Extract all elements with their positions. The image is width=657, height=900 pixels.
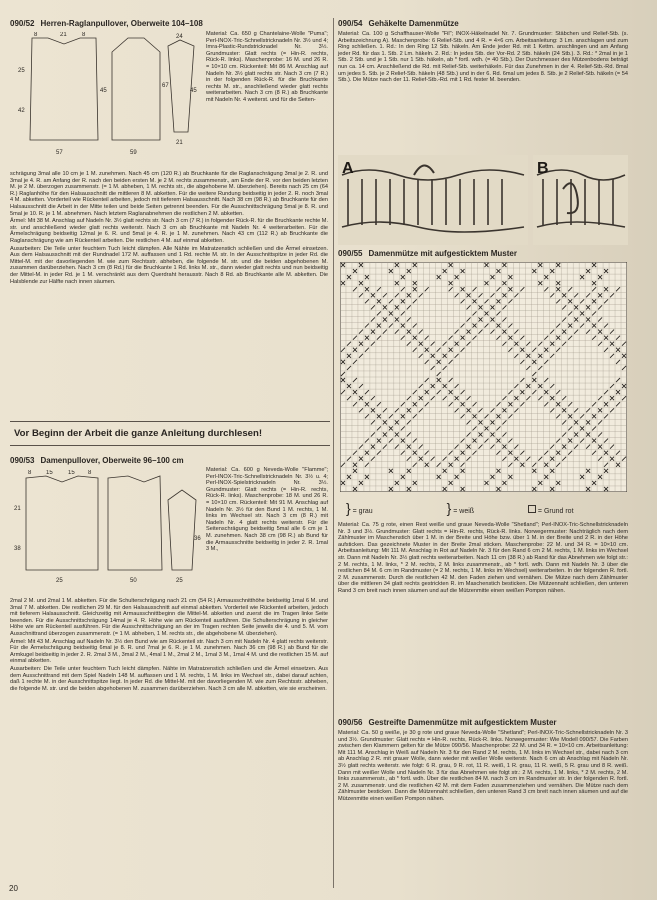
section-090-52 (10, 19, 328, 31)
pattern-diagram-052 (12, 32, 202, 160)
section-090-56 (338, 718, 628, 804)
instructions-text: 2mal 2 M. und 2mal 1 M. abketten. Für die Schulterschrägung nach 21 cm (54 R.) Armausschnitthöhe beidseitig 1mal 6 M. und 3mal 7 M. abketten. Die restlichen 29 M. für den Halsausschnitt auf einmal abketten. Vorderteil wie Rückenteil arbeiten, jedoch mit tieferem Halsausschnitt. Gleichzeitig mit Armausschnittbeginn die Mittel-M. abketten und zuerst die im Tragen linke Seite beenden. Für die Ausschnittschrägung 14mal je 4. R. Höhe wie am Rückenteil ausführen. Die Schulterschrägung in gleicher Höhe wie am Rückenteil ausführen. Für die Ausschnittschrägung an der im Tragen rechten Seite jeweils die 4. und 5. M. vom Ausschnittrand überzogen zusammenstr. (= 1 M. abheben, 1 M. rechts str., die abgehobene M. überziehen). (10, 598, 328, 637)
dim-label: 21 (60, 32, 67, 38)
materials-text: Material: Ca. 650 g Chantelaine-Wolle "Puma"; Perl-INOX-Tric-Schnellstricknadeln Nr. 3½ und 4; Imra-Plastic-Rundstricknadel Nr. 3½. Grundmuster: Glatt rechts (= Hin-R. rechts, Rück-R. links). Maschenprobe: 16 M. und 26 R. = 10×10 cm. Rückenteil: Mit 86 M. Anschlag auf Nadeln Nr. 3½ glatt rechts str. Nach 3 cm (7 R.) in der folgenden Rück-R. für die Bruchkante rechts M. str., anschließend wieder glatt rechts weiterarbeiten. Nach 3 cm (8 R.) ab Bruchkante mit Nadeln Nr. 4 weiterst. und für die Seiten- (206, 31, 328, 103)
dim-label: 50 (130, 578, 137, 584)
section-title: Damenpullover, Oberweite 96–100 cm (40, 456, 184, 465)
section-heading (338, 19, 628, 29)
section-title: Gehäkelte Damenmütze (368, 19, 459, 28)
sleeve-text: Ärmel: Mit 38 M. Anschlag auf Nadeln Nr. 3½ glatt rechts str. Nach 3 cm (7 R.) in folgender Rück-R. für die Bruchkante rechte M. str. und anschließend wieder glatt rechts weiterstr. Nach 3 cm ab Bruchkante mit Nadeln Nr. 4 weiterarbeiten. Für die Ärmelschrägung beidseitig 12mal je 6. R. und 5mal je 4. R. je 1 M. zunehmen. Nach 43 cm (112 R.) ab Bruchkante die Raglanschrägung wie am Rückenteil arbeiten. Die restlichen 4 M. auf einmal abketten. (10, 218, 328, 244)
finishing-text: Ausarbeiten: Die Teile unter feuchtem Tuch leicht dämpfen. Alle Nähte im Matratzenstich schließen und die Ärmel einsetzen. Aus dem Halsausschnitt mit der Rundnadel 172 M. auffassen und 1 Rd. rechte M. str. In der Ausschnittspitze in jeder Rd. die Mittel-M. mit der davorliegenden M. wie zum Rechtsstr. abheben, die folgende M. str. und die beiden abgehobenen M. zusammen darüberziehen. Nach 3 cm (8 Rd.) für die Bruchkante 1 Rd. links M. str., dann wieder glatt rechts und nun beidseitig der Mittel-M. in jeder Rd. je 1 M. verschränkt aus dem Querdraht herausstr. Nach 8 Rd. ab Bruchkante alle M. abketten. Die Halsblende zur Hälfte nach innen säumen. (10, 245, 328, 285)
figure-label: A (342, 160, 354, 177)
dim-label: 25 (56, 578, 63, 584)
instructions-text: schrägung 3mal alle 10 cm je 1 M. zunehmen. Nach 45 cm (120 R.) ab Bruchkante für die Raglanschrägung 3mal je 2. R. und 3mal je 4. R. am Anfang der R. nach den beiden ersten M. je 2 M. rechts zusammenstr., am Ende der R. vor den beiden letzten M. je 2 M. überzogen zusammenstr. (= 1 M. abheben, 1 M. rechts str., die abgehobene M. überziehen). Bereits nach 25 cm (64 R.) Raglanhöhe für den Halsausschnitt die mittleren 8 M. abketten. Für die weitere Rundung beidseitig in jeder 2. R. noch 3mal 4 M. abketten. Vorderteil wie Rückenteil arbeiten, jedoch mit tieferem Halsausschnitt. Nach 38 cm (98 R.) ab Bruchkante für den Halsausschnitt die Arbeit in der Mitte teilen und beide Seiten getrennt beenden. Für die Ausschnittschrägung 5mal je 8. R. und 5mal je 10. R. je 1 M. abnehmen. Nach letztem Raglanabnehmen die restlichen 2 M. abketten. (10, 171, 328, 217)
section-number: 090/53 (10, 456, 35, 465)
dim-label: 8 (28, 470, 32, 476)
dim-label: 36 (194, 536, 201, 542)
instructions-text: Material: Ca. 50 g weiße, je 30 g rote und graue Neveda-Wolle "Shetland"; Perl-INOX-Tric-Schnellstricknadeln Nr. 3 und 3½. Grundmuster: Glatt rechts = Hin-R. rechts, Rück-R. links. Norwegermuster: Wie Modell 090/57. Die Farben zwischen den Klammern gelten für die Mütze 090/56. Maschenprobe: 22 M. und 34 R. = 10×10 cm. Arbeitsanleitung: Mit 111 M. Anschlag in Weiß auf Nadeln Nr. 3 für den Rand 2 M. rechts, 1 M. links im Wechsel str., dabei nach 3 cm ab Anschlag 2 R. mit grauer Wolle, dann wieder mit weißer Wolle weiterstr. Nach 6 cm ab Anschlag mit Nadeln Nr. 3½ glatt rechts weiterstr. wie folgt: 6 R. grau, 9 R. rot, 11 R. weiß, 1 R. grau, 11 R. weiß, 5 R. grau und 8 R. weiß. Dann mit weißer Wolle und Nadeln Nr. 3 für das Abnehmen wie folgt str.: 2 M. rechts, 1 M. links, * 2 M. rechts, 2 M. links zusammenstr., ab * fortl. wdh. Über die restlichen 84 M. nach 3 cm im Randmuster str. In der folgenden R. fortl. 2 M. zusammenstr. und die restlichen 42 M. mit dem Faden zusammenziehen und vernähen. Die Mütze nach dem Zählmuster besticken. Dann die Mützennaht schließen, den unteren Rand 3 cm breit nach innen säumen und auf die Mützenmitte einen weißen Pompon nähen. (338, 730, 628, 802)
sleeve-text: Ärmel: Mit 43 M. Anschlag auf Nadeln Nr. 3½ den Bund wie am Rückenteil str. Nach 3 cm mit Nadeln Nr. 4 glatt rechts weiterstr. Für die Ärmelschrägung beidseitig 6mal je 8. R. und 7mal je 6. R. je 1 M. zunehmen. Nach 36 cm (98 R.) ab Bund für die Armkugel beidseitig in jeder 2. R. 2mal 3 M., 3mal 2 M., 4mal 1 M., 2mal 2 M., 1mal 3 M., 1mal 4 M. und die restlichen 15 M. auf einmal abketten. (10, 638, 328, 665)
dim-label: 45 (100, 88, 107, 94)
crochet-illustration-b (533, 155, 628, 245)
legend-weiss: = weiß (453, 508, 475, 515)
dim-label: 15 (46, 470, 53, 476)
dim-label: 8 (88, 470, 92, 476)
dim-label: 21 (14, 506, 21, 512)
dim-label: 15 (68, 470, 75, 476)
divider (10, 445, 330, 446)
section-090-54 (338, 19, 628, 85)
pattern-diagram-053 (12, 470, 202, 588)
section-heading (10, 456, 328, 466)
finishing-text: Ausarbeiten: Die Teile unter feuchtem Tuch leicht dämpfen. Nähte im Matratzenstich schließen und die Ärmel einsetzen. Aus dem Ausschnittrand mit dem Spiel Nadeln 148 M. auffassen und 1 M. rechts, 1 M. links im Wechsel str., dabei darauf achten, daß 1 rechte M. in der Ausschnittspitze liegt. In jeder Rd. die Mittel-M. mit der davorliegenden M. wie zum Rechtsstr. abheben, die folgende M. str. und die beiden abgehobenen M. zusammen darüberziehen. Nach 3 cm alle M. abketten, wie sie erscheinen. (10, 665, 328, 692)
dim-label: 21 (176, 140, 183, 146)
materials-text: Material: Ca. 600 g Neveda-Wolle "Flamme"; Perl-INOX-Tric-Schnellstricknadeln Nr. 3½ u. 4; Perl-INOX-Spielstricknadeln Nr. 3½. Grundmuster: Glatt rechts (= Hin-R. rechts, Rück-R. links). Maschenprobe: 18 M. und 26 R. = 10×10 cm. Rückenteil: Mit 91 M. Anschlag auf Nadeln Nr. 3½ für den Bund 1 M. rechts, 1 M. links im Wechsel str. Nach 3 cm (8 R.) mit Nadeln Nr. 4 glatt rechts weiterstr. Für die Seitenschrägung beidseitig 5mal alle 6 cm je 1 M. zunehmen. Nach 38 cm (98 R.) ab Bund für die Armausschnitte beidseitig in jeder 2. R. 1mal 3 M., (206, 467, 328, 553)
legend-grau: = grau (352, 508, 373, 515)
section-title: Gestreifte Damenmütze mit aufgesticktem Muster (368, 718, 557, 727)
dim-label: 67 (162, 83, 169, 89)
page-number: 20 (9, 884, 18, 893)
column-divider (333, 18, 334, 888)
instructions-text: Material: Ca. 75 g rote, einen Rest weiße und graue Neveda-Wolle "Shetland"; Perl-INOX-Tric-Schnellstricknadeln Nr. 3 und 3½. Grundmuster: Glatt rechts = Hin-R. rechts, Rück-R. links. Norwegermuster: Nachträglich nach dem Zählmuster im Maschenstich über 1 M. in der Breite und Höhe bzw. über 1 M. in der Breite und 2 R. in der Höhe aufsticken. Das gezeichnete Muster in der Breite 2mal sticken. Maschenprobe: 22 M. und 34 R. = 10×10 cm. Arbeitsanleitung: Mit 111 M. Anschlag in Rot auf Nadeln Nr. 3 für den Rand 6 cm 2 M. rechts, 1 M. links im Wechsel str. Dann mit Nadeln Nr. 3½ glatt rechts weiterarbeiten. Nach 11 cm (38 R.) ab Rand für das Abnehmen wie folgt str.: 2 M. rechts, 1 M. links, * 2 M. rechts, 2 M. links zusammenstr., ab * fortl. wdh. Dann mit Nadeln Nr. 3 über die restlichen 84 M. 6 cm im Randmuster (= 2 M. rechts, 1 M. links im Wechsel) weiterarbeiten. In der folgenden R. fortl. 2 M. zusammenstr. Durch die restlichen 42 M. den Faden ziehen und vernähen. Die Mütze nach dem Zählmuster über die mittleren 34 glatt rechts gestrickten R. im Maschenstich besticken. Die Mützennaht schließen, den unteren Rand 3 cm breit nach innen säumen und auf die Mützenmitte einen weißen Pompon nähen. (338, 522, 628, 594)
legend-grund: = Grund rot (537, 508, 574, 515)
figure-label: B (537, 160, 549, 177)
dim-label: 8 (34, 32, 38, 38)
section-heading (10, 19, 328, 29)
dim-label: 24 (176, 34, 183, 40)
section-heading (338, 249, 628, 259)
instructions-text: Material: Ca. 100 g Schaffhauser-Wolle "Fil"; INOX-Häkelnadel Nr. 7. Grundmuster: Stäbchen und Relief-Stb. (s. Arbeitszeichnung A). Maschenprobe: 6 Relief-Stb. und 4 R. = 4×6 cm. Arbeitsanleitung: 3 Lm. anschlagen und zum Ring schließen. 1. Rd.: In den Ring 12 Stb. häkeln. Am Ende jeder Rd. mit 1 Kettm. anschlingen und am Anfang jeder Rd. für das 1. Stb. 2 Lm. häkeln. 2. Rd.: In jedes Stb. der Vor-Rd. 2 Stb. häkeln (24 Stb.). 3. Rd.: * 2mal in je 1 Stb. 2 Stb. und je 1 Stb. nur 1 Stb. häkeln, ab * fortl. wdh. (= 40 Stb.). Der Durchmesser des Mützenbodens beträgt nun ca. 14 cm. Anschließend die Rd. mit Relief-Stb. weiterhäkeln. Für das Zunehmen in der 4. Relief-Stb.-Rd. 8mal um jedes 5. Stb. je 2 Relief-Stb. häkeln (48 Stb.) und in der 6. Rd. 6mal um jedes 8. Stb. je 2 Relief-Stb. häkeln (= 54 Stb.). Die Mütze nach der 11. Relief-Stb.-Rd. mit 1 Rd. fester M. beenden. (338, 31, 628, 84)
dim-label: 8 (82, 32, 86, 38)
section-090-55-text (338, 522, 628, 596)
dim-label: 25 (18, 68, 25, 74)
section-090-52-body (10, 171, 328, 286)
dim-label: 42 (18, 108, 25, 114)
section-number: 090/55 (338, 249, 363, 258)
dim-label: 59 (130, 150, 137, 156)
section-090-53-body (10, 598, 328, 693)
banner-heading: Vor Beginn der Arbeit die ganze Anleitung durchlesen! (14, 428, 263, 439)
divider (10, 421, 330, 422)
dim-label: 25 (176, 578, 183, 584)
chart-legend: } = grau } = weiß = Grund rot (346, 500, 574, 516)
dim-label: 38 (14, 546, 21, 552)
section-090-55-heading (338, 249, 628, 261)
section-title: Damenmütze mit aufgesticktem Muster (368, 249, 517, 258)
section-090-52-intro (206, 31, 328, 105)
crochet-illustration-a (338, 155, 528, 245)
embroidery-count-chart (340, 262, 627, 492)
section-heading (338, 718, 628, 728)
section-090-53-intro (206, 467, 328, 554)
section-title: Herren-Raglanpullover, Oberweite 104–108 (40, 19, 203, 28)
dim-label: 57 (56, 150, 63, 156)
section-number: 090/56 (338, 718, 363, 727)
dim-label: 45 (190, 88, 197, 94)
section-number: 090/54 (338, 19, 363, 28)
section-number: 090/52 (10, 19, 35, 28)
